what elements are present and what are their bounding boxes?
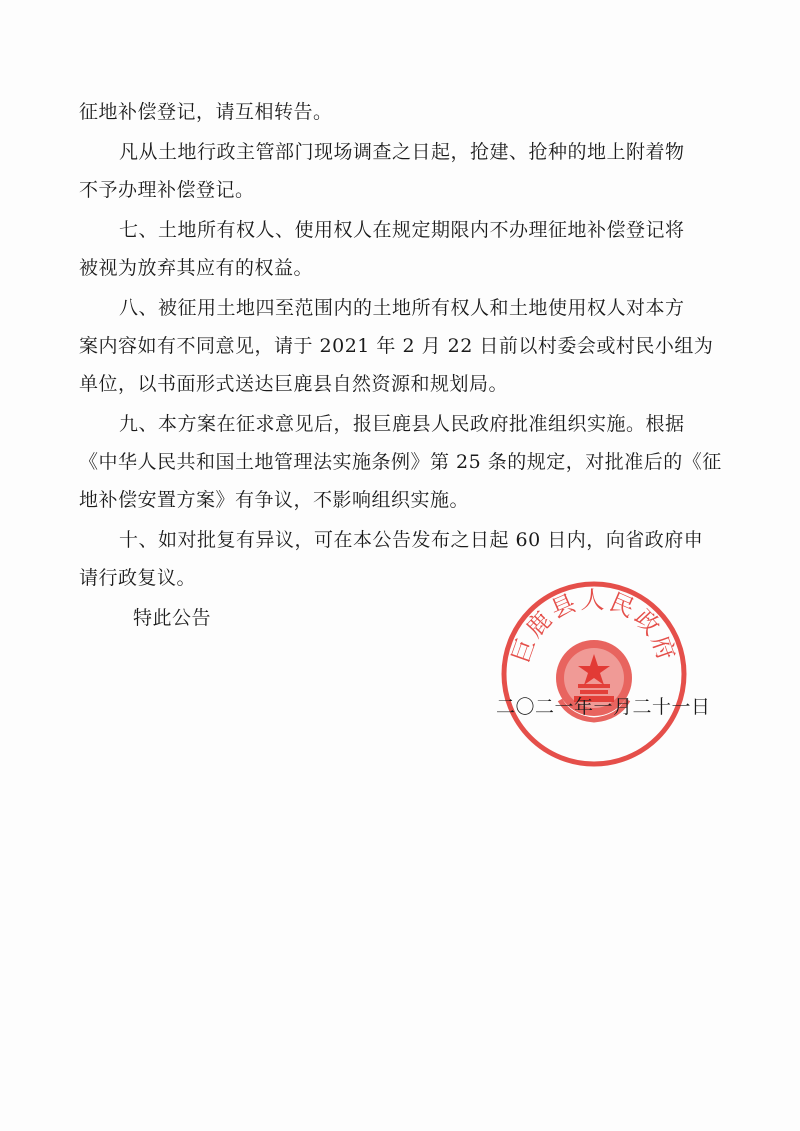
text-line: 不予办理补偿登记。 [79, 179, 255, 201]
svg-text:巨鹿县人民政府: 巨鹿县人民政府 [506, 585, 682, 667]
text-line: 被视为放弃其应有的权益。 [79, 257, 314, 279]
text-line: 地补偿安置方案》有争议，不影响组织实施。 [79, 489, 470, 511]
text-line: 七、土地所有权人、使用权人在规定期限内不办理征地补偿登记将 [119, 219, 685, 241]
official-seal-icon [500, 580, 688, 768]
text-line: 《中华人民共和国土地管理法实施条例》第 25 条的规定，对批准后的《征 [79, 451, 722, 473]
issue-date: 二〇二一年一月二十一日 [496, 696, 711, 718]
text-line: 凡从土地行政主管部门现场调查之日起，抢建、抢种的地上附着物 [119, 141, 685, 163]
text-line: 征地补偿登记，请互相转告。 [79, 101, 333, 123]
text-line: 单位，以书面形式送达巨鹿县自然资源和规划局。 [79, 373, 509, 395]
text-line: 十、如对批复有异议，可在本公告发布之日起 60 日内，向省政府申 [119, 529, 704, 551]
closing-line: 特此公告 [133, 607, 212, 629]
text-line: 请行政复议。 [79, 567, 197, 589]
text-line: 八、被征用土地四至范围内的土地所有权人和土地使用权人对本方 [119, 297, 685, 319]
text-line: 案内容如有不同意见，请于 2021 年 2 月 22 日前以村委会或村民小组为 [79, 335, 714, 357]
text-line: 九、本方案在征求意见后，报巨鹿县人民政府批准组织实施。根据 [119, 413, 685, 435]
